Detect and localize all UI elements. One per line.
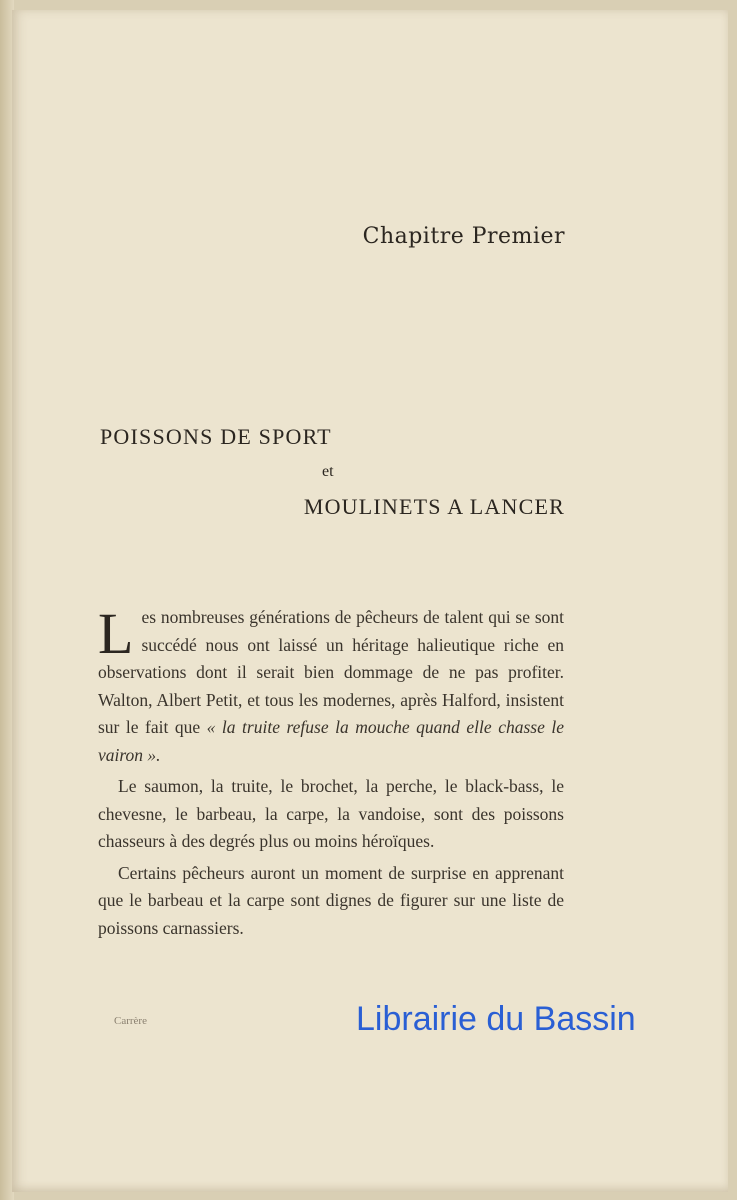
printer-signature: Carrère xyxy=(114,1015,147,1027)
drop-cap: L xyxy=(98,601,134,666)
bookseller-watermark: Librairie du Bassin xyxy=(356,1000,636,1038)
paragraph-1 xyxy=(98,601,564,769)
title-line-1: POISSONS DE SPORT xyxy=(100,424,332,449)
paragraph-1-quote: « la truite refuse la mouche quand elle chasse le vairon ». xyxy=(98,717,564,765)
paragraph-3: Certains pêcheurs auront un moment de surprise en apprenant que le barbeau et la carpe sont dignes de figurer sur une liste de poissons carnassiers. xyxy=(98,862,564,938)
title-line-2: MOULINETS A LANCER xyxy=(303,494,565,519)
chapter-heading: Chapitre Premier xyxy=(362,224,565,249)
body-text xyxy=(98,601,564,942)
paragraph-2: Le saumon, la truite, le brochet, la perche, le black-bass, le chevesne, le barbeau, la carpe, la vandoise, sont des poissons chasseurs à des degrés plus ou moins héroïques. xyxy=(98,776,564,851)
title-connector: et xyxy=(322,463,334,480)
paragraph-1-text: es nombreuses générations de pêcheurs de talent qui se sont succédé nous ont laissé un héritage halieutique riche en observations dont il serait bien dommage de ne pas profiter. Walton, Albert Petit, et tous les modernes, après Halford, insistent sur le fait que xyxy=(98,607,564,737)
